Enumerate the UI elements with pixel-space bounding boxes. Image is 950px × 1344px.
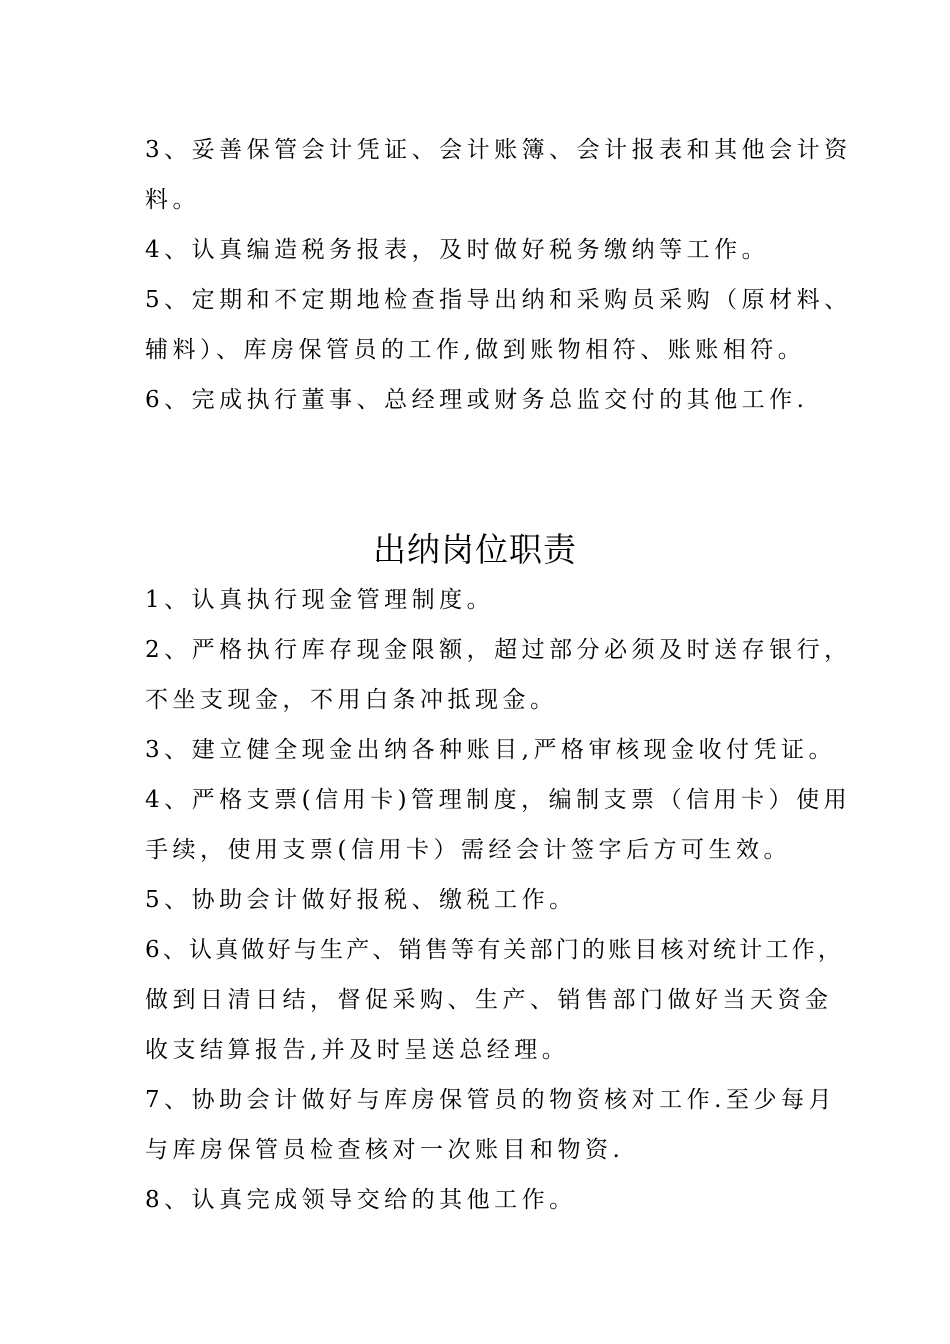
- duty-line: 4、认真编造税务报表，及时做好税务缴纳等工作。: [145, 237, 770, 263]
- duty-line: 7、协助会计做好与库房保管员的物资核对工作.至少每月: [145, 1087, 836, 1113]
- duty-line: 与库房保管员检查核对一次账目和物资.: [145, 1137, 625, 1163]
- duty-line: 料。: [145, 187, 200, 213]
- accounting-duties-continued: [145, 125, 852, 425]
- duty-line: 5、协助会计做好报税、缴税工作。: [145, 887, 577, 913]
- duty-line: 6、完成执行董事、总经理或财务总监交付的其他工作.: [145, 387, 809, 413]
- duty-line: 做到日清日结，督促采购、生产、销售部门做好当天资金: [145, 987, 833, 1013]
- duty-line: 3、妥善保管会计凭证、会计账簿、会计报表和其他会计资: [145, 137, 852, 163]
- duty-line: 辅料）、库房保管员的工作,做到账物相符、账账相符。: [145, 337, 806, 363]
- section-title: 出纳岗位职责: [373, 530, 577, 569]
- duty-line: 5、定期和不定期地检查指导出纳和采购员采购（原材料、: [145, 287, 852, 313]
- duty-line: 6、认真做好与生产、销售等有关部门的账目核对统计工作，: [145, 937, 845, 963]
- cashier-duties: [145, 575, 852, 1225]
- duty-line: 4、严格支票(信用卡)管理制度，编制支票（信用卡）使用: [145, 787, 852, 813]
- duty-line: 2、严格执行库存现金限额，超过部分必须及时送存银行，: [145, 637, 852, 663]
- duty-line: 1、认真执行现金管理制度。: [145, 587, 495, 613]
- duty-line: 不坐支现金，不用白条冲抵现金。: [145, 687, 558, 713]
- duty-line: 手续，使用支票(信用卡）需经会计签字后方可生效。: [145, 837, 791, 863]
- duty-line: 8、认真完成领导交给的其他工作。: [145, 1187, 577, 1213]
- duty-line: 3、建立健全现金出纳各种账目,严格审核现金收付凭证。: [145, 737, 836, 763]
- duty-line: 收支结算报告,并及时呈送总经理。: [145, 1037, 570, 1063]
